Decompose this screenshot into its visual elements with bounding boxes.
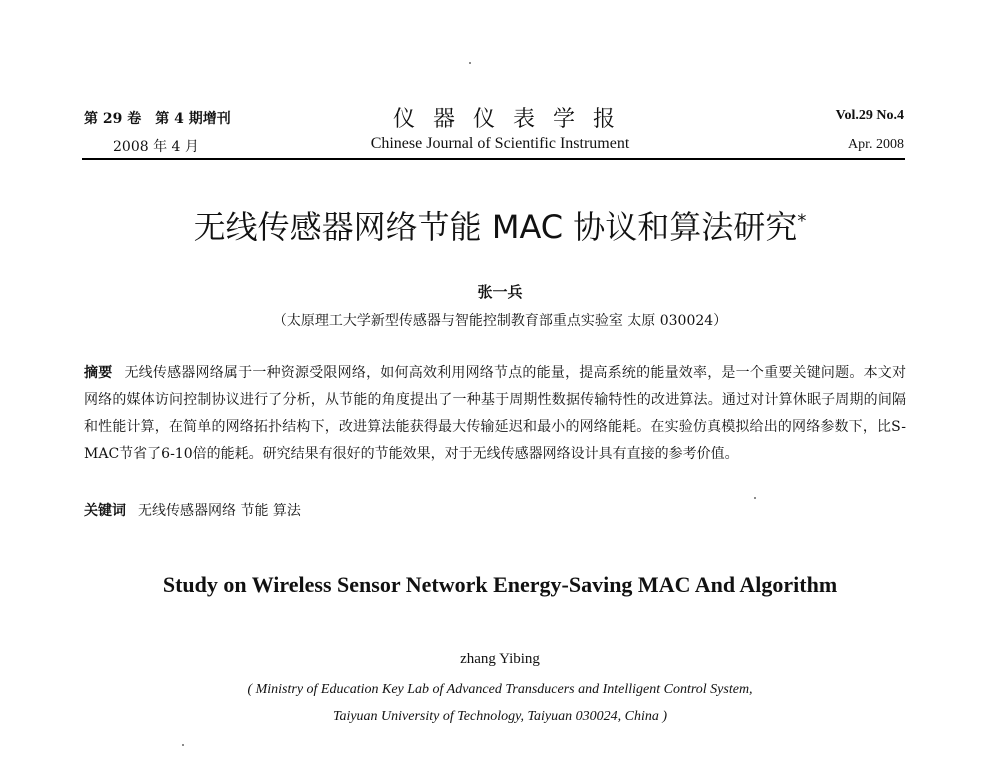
affiliation-cn: （太原理工大学新型传感器与智能控制教育部重点实验室 太原 030024） xyxy=(272,313,728,329)
author-cn: 张一兵 xyxy=(477,283,523,301)
paper-title-en: Study on Wireless Sensor Network Energy-Saving MAC And Algorithm xyxy=(162,572,838,597)
journal-name-cn: 仪器仪表学报 xyxy=(392,107,633,132)
author-en: zhang Yibing xyxy=(460,651,540,667)
scan-speck xyxy=(469,62,471,64)
scan-speck xyxy=(182,744,184,746)
abstract-cn xyxy=(84,360,906,468)
header-rule xyxy=(82,158,905,160)
keywords-label: 关键词 xyxy=(84,503,126,519)
abstract-label: 摘要 xyxy=(84,365,113,381)
keywords-cn xyxy=(84,500,301,520)
paper-title-cn xyxy=(0,202,1000,248)
journal-volume-en: Vol.29 No.4 xyxy=(835,108,904,123)
abstract-text: 无线传感器网络属于一种资源受限网络，如何高效利用网络节点的能量，提高系统的能量效率，是一个重要关键问题。本文对网络的媒体访问控制协议进行了分析，从节能的角度提出了一种基于周期性数据传输特性的改进算法。通过对计算休眠子周期的间隔和性能计算，在简单的网络拓扑结构下，改进算法能获得最大传输延迟和最小的网络能耗。在实验仿真模拟给出的网络参数下，比S-MAC节省了6-10倍的能耗。研究结果有很好的节能效果，对于无线传感器网络设计具有直接的参考价值。 xyxy=(84,365,907,462)
title-footnote-mark: * xyxy=(797,210,807,232)
scan-speck xyxy=(754,497,756,499)
keywords-text: 无线传感器网络 节能 算法 xyxy=(138,503,301,519)
affiliation-en-line2: Taiyuan University of Technology, Taiyuan 030024, China ) xyxy=(332,709,668,724)
journal-name-en: Chinese Journal of Scientific Instrument xyxy=(370,135,630,152)
paper-title-cn-text: 无线传感器网络节能 MAC 协议和算法研究 xyxy=(193,208,798,246)
journal-volume-issue: 第 29 卷 第 4 期增刊 xyxy=(84,111,231,127)
journal-date-en: Apr. 2008 xyxy=(848,137,904,152)
journal-date-cn: 2008 年 4 月 xyxy=(113,139,199,155)
affiliation-en-line1: ( Ministry of Education Key Lab of Advanced Transducers and Intelligent Control System, xyxy=(247,682,753,697)
